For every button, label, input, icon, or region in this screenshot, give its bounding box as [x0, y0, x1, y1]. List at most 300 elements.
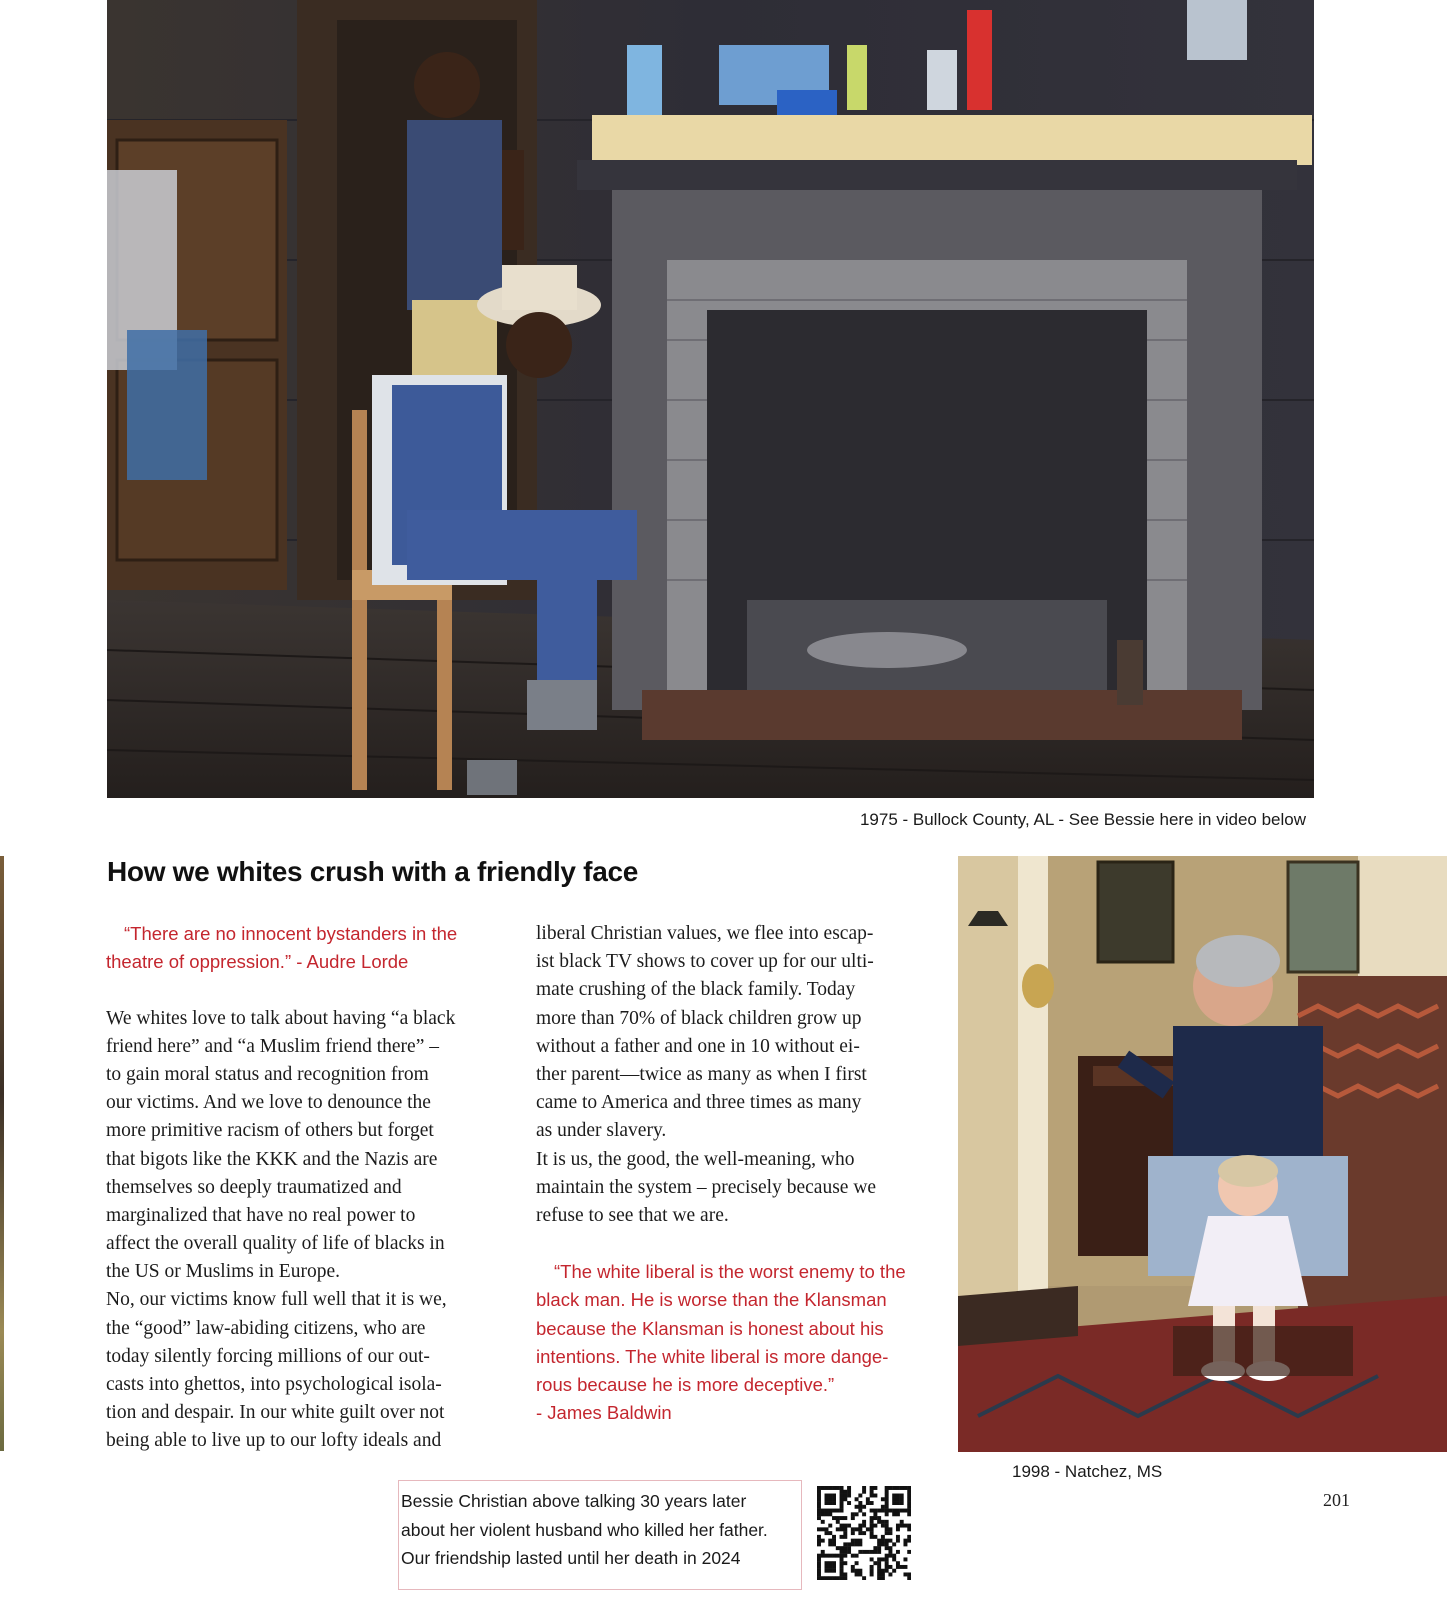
qr-module: [828, 1486, 832, 1490]
qr-module: [825, 1554, 829, 1558]
qr-module: [900, 1565, 904, 1569]
qr-module: [862, 1520, 866, 1524]
qr-module: [862, 1486, 866, 1490]
qr-module: [907, 1524, 911, 1528]
qr-code[interactable]: [817, 1486, 911, 1580]
qr-module: [885, 1527, 889, 1531]
qr-module: [858, 1509, 862, 1513]
qr-module: [877, 1576, 881, 1580]
body-line: to gain moral status and recognition from: [106, 1063, 429, 1085]
qr-module: [851, 1512, 855, 1516]
qr-module: [817, 1494, 821, 1498]
quote-line: rous because he is more deceptive.”: [536, 1374, 835, 1395]
article-heading: How we whites crush with a friendly face: [107, 856, 639, 887]
body-line: liberal Christian values, we flee into escap-: [536, 923, 874, 944]
qr-module: [840, 1490, 844, 1494]
qr-module: [888, 1486, 892, 1490]
qr-module: [825, 1576, 829, 1580]
qr-module: [888, 1550, 892, 1554]
qr-module: [870, 1509, 874, 1513]
qr-module: [877, 1546, 881, 1550]
qr-module: [873, 1524, 877, 1528]
qr-module: [847, 1490, 851, 1494]
top-photo-caption: 1975 - Bullock County, AL - See Bessie here in video below: [859, 810, 1306, 829]
qr-module: [847, 1501, 851, 1505]
qr-module: [907, 1490, 911, 1494]
qr-module: [832, 1565, 836, 1569]
qr-module: [840, 1569, 844, 1573]
qr-module: [892, 1497, 896, 1501]
qr-module: [828, 1512, 832, 1516]
qr-module: [855, 1561, 859, 1565]
qr-module: [817, 1505, 821, 1509]
qr-module: [843, 1546, 847, 1550]
qr-module: [828, 1494, 832, 1498]
quote-line: because the Klansman is honest about his: [536, 1317, 884, 1339]
qr-module: [828, 1561, 832, 1565]
qr-module: [896, 1501, 900, 1505]
body-line: today silently forcing millions of our out-: [106, 1345, 430, 1367]
qr-module: [881, 1520, 885, 1524]
body-line: It is us, the good, the well-meaning, who: [536, 1148, 855, 1170]
qr-module: [903, 1572, 907, 1576]
qr-module: [896, 1486, 900, 1490]
qr-module: [840, 1565, 844, 1569]
qr-module: [828, 1565, 832, 1569]
qr-module: [862, 1576, 866, 1580]
qr-module: [885, 1539, 889, 1543]
qr-module: [907, 1527, 911, 1531]
qr-module: [885, 1542, 889, 1546]
video-note-box: [398, 1480, 802, 1590]
qr-module: [866, 1497, 870, 1501]
qr-module: [885, 1554, 889, 1558]
qr-module: [881, 1509, 885, 1513]
qr-module: [836, 1527, 840, 1531]
right-body-text: [536, 920, 946, 1230]
qr-module: [858, 1542, 862, 1546]
qr-module: [870, 1486, 874, 1490]
qr-module: [817, 1576, 821, 1580]
qr-module: [885, 1505, 889, 1509]
qr-module: [836, 1486, 840, 1490]
qr-module: [836, 1554, 840, 1558]
qr-module: [832, 1576, 836, 1580]
qr-module: [881, 1569, 885, 1573]
qr-module: [843, 1535, 847, 1539]
qr-module: [896, 1512, 900, 1516]
qr-module: [832, 1497, 836, 1501]
qr-module: [858, 1569, 862, 1573]
qr-module: [840, 1497, 844, 1501]
qr-module: [870, 1569, 874, 1573]
qr-module: [900, 1486, 904, 1490]
qr-module: [828, 1539, 832, 1543]
body-line: casts into ghettos, into psychological isola-: [106, 1374, 442, 1395]
qr-module: [873, 1535, 877, 1539]
qr-module: [843, 1516, 847, 1520]
qr-module: [832, 1561, 836, 1565]
qr-module: [881, 1542, 885, 1546]
qr-module: [888, 1527, 892, 1531]
qr-module: [881, 1524, 885, 1528]
body-line: themselves so deeply traumatized and: [106, 1176, 402, 1198]
qr-module: [832, 1539, 836, 1543]
qr-module: [843, 1561, 847, 1565]
right-photo: [958, 856, 1447, 1452]
qr-module: [836, 1576, 840, 1580]
qr-module: [907, 1539, 911, 1543]
qr-module: [870, 1557, 874, 1561]
body-line: maintain the system – precisely because we: [536, 1176, 877, 1198]
qr-module: [828, 1576, 832, 1580]
qr-module: [877, 1539, 881, 1543]
qr-module: [858, 1524, 862, 1528]
qr-module: [896, 1524, 900, 1528]
qr-module: [873, 1561, 877, 1565]
body-line: our victims. And we love to denounce the: [106, 1092, 431, 1114]
qr-module: [870, 1535, 874, 1539]
qr-module: [870, 1572, 874, 1576]
qr-module: [885, 1512, 889, 1516]
qr-module: [877, 1572, 881, 1576]
qr-module: [885, 1497, 889, 1501]
qr-module: [858, 1505, 862, 1509]
qr-module: [873, 1486, 877, 1490]
qr-module: [862, 1490, 866, 1494]
qr-module: [825, 1565, 829, 1569]
qr-module: [855, 1542, 859, 1546]
qr-module: [873, 1509, 877, 1513]
qr-module: [892, 1554, 896, 1558]
qr-module: [828, 1542, 832, 1546]
qr-module: [877, 1509, 881, 1513]
living-room-photo: [958, 856, 1447, 1452]
qr-module: [832, 1554, 836, 1558]
qr-module: [855, 1505, 859, 1509]
qr-module: [907, 1576, 911, 1580]
qr-module: [851, 1569, 855, 1573]
qr-module: [836, 1520, 840, 1524]
qr-module: [870, 1550, 874, 1554]
page-number: 201: [1323, 1490, 1350, 1510]
qr-module: [843, 1490, 847, 1494]
qr-module: [817, 1516, 821, 1520]
qr-module: [885, 1531, 889, 1535]
qr-module: [851, 1554, 855, 1558]
qr-module: [896, 1539, 900, 1543]
qr-module: [862, 1531, 866, 1535]
qr-module: [855, 1497, 859, 1501]
qr-module: [828, 1554, 832, 1558]
qr-module: [821, 1550, 825, 1554]
qr-module: [847, 1550, 851, 1554]
qr-module: [851, 1531, 855, 1535]
qr-module: [907, 1509, 911, 1513]
qr-module: [858, 1572, 862, 1576]
qr-module: [825, 1512, 829, 1516]
qr-module: [862, 1512, 866, 1516]
qr-module: [888, 1572, 892, 1576]
qr-module: [825, 1486, 829, 1490]
qr-module: [855, 1554, 859, 1558]
qr-module: [840, 1546, 844, 1550]
qr-module: [903, 1486, 907, 1490]
qr-module: [888, 1509, 892, 1513]
qr-module: [873, 1550, 877, 1554]
body-line: the “good” law-abiding citizens, who are: [106, 1317, 426, 1339]
qr-module: [843, 1572, 847, 1576]
qr-module: [840, 1505, 844, 1509]
audre-lorde-quote: [106, 920, 516, 976]
qr-module: [843, 1554, 847, 1558]
qr-module: [873, 1512, 877, 1516]
qr-module: [821, 1576, 825, 1580]
qr-module: [907, 1535, 911, 1539]
body-line: more than 70% of black children grow up: [536, 1007, 862, 1029]
qr-module: [832, 1569, 836, 1573]
qr-module: [858, 1550, 862, 1554]
qr-module: [817, 1527, 821, 1531]
qr-module: [892, 1542, 896, 1546]
top-photo: [107, 0, 1314, 798]
qr-module: [817, 1490, 821, 1494]
qr-module: [817, 1501, 821, 1505]
qr-module: [892, 1512, 896, 1516]
qr-module: [892, 1501, 896, 1505]
qr-module: [855, 1539, 859, 1543]
qr-module: [881, 1572, 885, 1576]
qr-module: [885, 1509, 889, 1513]
qr-module: [817, 1539, 821, 1543]
qr-module: [821, 1527, 825, 1531]
qr-module: [840, 1557, 844, 1561]
qr-module: [885, 1561, 889, 1565]
body-line: ist black TV shows to cover up for our ulti-: [536, 951, 874, 973]
qr-module: [900, 1497, 904, 1501]
qr-module: [885, 1524, 889, 1528]
qr-module: [900, 1501, 904, 1505]
qr-module: [858, 1531, 862, 1535]
qr-module: [858, 1494, 862, 1498]
body-line: tion and despair. In our white guilt over not: [106, 1402, 445, 1424]
qr-module: [855, 1569, 859, 1573]
quote-line: theatre of oppression.” - Audre Lorde: [106, 951, 409, 973]
body-line: refuse to see that we are.: [536, 1204, 729, 1226]
qr-module: [847, 1524, 851, 1528]
qr-module: [907, 1512, 911, 1516]
qr-module: [832, 1516, 836, 1520]
qr-module: [840, 1535, 844, 1539]
qr-module: [903, 1509, 907, 1513]
qr-module: [877, 1516, 881, 1520]
qr-module: [843, 1542, 847, 1546]
qr-module: [821, 1509, 825, 1513]
qr-module: [828, 1509, 832, 1513]
quote-line: “There are no innocent bystanders in the: [124, 923, 458, 944]
body-line: ther parent—twice as many as when I first: [536, 1063, 867, 1085]
qr-module: [885, 1569, 889, 1573]
qr-module: [825, 1494, 829, 1498]
qr-module: [877, 1542, 881, 1546]
qr-module: [825, 1531, 829, 1535]
qr-module: [881, 1497, 885, 1501]
qr-module: [825, 1527, 829, 1531]
body-line: friend here” and “a Muslim friend there” –: [106, 1035, 439, 1057]
body-line: mate crushing of the black family. Today: [536, 979, 856, 1001]
qr-module: [832, 1494, 836, 1498]
qr-module: [821, 1512, 825, 1516]
qr-module: [817, 1542, 821, 1546]
qr-module: [873, 1494, 877, 1498]
qr-module: [896, 1565, 900, 1569]
qr-module: [870, 1501, 874, 1505]
qr-module: [817, 1497, 821, 1501]
body-line: We whites love to talk about having “a black: [106, 1007, 456, 1029]
quote-line: intentions. The white liberal is more dange-: [536, 1345, 889, 1367]
qr-module: [855, 1572, 859, 1576]
qr-module: [888, 1554, 892, 1558]
body-line: being able to live up to our lofty ideals and: [106, 1430, 442, 1452]
qr-module: [843, 1550, 847, 1554]
qr-module: [828, 1497, 832, 1501]
qr-module: [855, 1512, 859, 1516]
qr-module: [885, 1546, 889, 1550]
qr-module: [821, 1486, 825, 1490]
qr-module: [836, 1509, 840, 1513]
note-line: Bessie Christian above talking 30 years later: [401, 1491, 747, 1511]
qr-module: [881, 1557, 885, 1561]
qr-module: [866, 1527, 870, 1531]
right-text-column: [536, 920, 946, 1427]
qr-module: [881, 1539, 885, 1543]
qr-module: [843, 1531, 847, 1535]
qr-module: [855, 1527, 859, 1531]
qr-module: [885, 1557, 889, 1561]
qr-module: [840, 1561, 844, 1565]
qr-module: [847, 1486, 851, 1490]
qr-code-graphic: [817, 1486, 911, 1580]
qr-module: [817, 1535, 821, 1539]
qr-module: [817, 1554, 821, 1558]
qr-module: [858, 1539, 862, 1543]
qr-module: [858, 1527, 862, 1531]
qr-module: [877, 1520, 881, 1524]
qr-module: [832, 1535, 836, 1539]
qr-module: [877, 1561, 881, 1565]
qr-module: [851, 1539, 855, 1543]
qr-module: [892, 1509, 896, 1513]
qr-module: [888, 1546, 892, 1550]
qr-module: [907, 1486, 911, 1490]
qr-module: [825, 1497, 829, 1501]
left-body-text: [106, 1005, 516, 1456]
body-line: came to America and three times as many: [536, 1092, 862, 1114]
qr-module: [873, 1516, 877, 1520]
qr-module: [832, 1542, 836, 1546]
qr-module: [832, 1509, 836, 1513]
quote-line: “The white liberal is the worst enemy to the: [554, 1261, 906, 1283]
qr-module: [896, 1550, 900, 1554]
qr-module: [843, 1524, 847, 1528]
qr-module: [885, 1501, 889, 1505]
qr-module: [907, 1497, 911, 1501]
qr-module: [907, 1550, 911, 1554]
qr-module: [870, 1565, 874, 1569]
body-line: as under slavery.: [536, 1120, 667, 1142]
qr-module: [847, 1542, 851, 1546]
qr-module: [851, 1565, 855, 1569]
qr-module: [903, 1557, 907, 1561]
qr-module: [900, 1520, 904, 1524]
qr-module: [870, 1494, 874, 1498]
qr-module: [862, 1505, 866, 1509]
qr-module: [828, 1501, 832, 1505]
qr-module: [817, 1565, 821, 1569]
qr-module: [877, 1557, 881, 1561]
body-line: affect the overall quality of life of blacks in: [106, 1233, 445, 1255]
qr-module: [870, 1531, 874, 1535]
qr-module: [877, 1569, 881, 1573]
qr-module: [828, 1524, 832, 1528]
qr-module: [907, 1501, 911, 1505]
qr-module: [862, 1550, 866, 1554]
qr-module: [847, 1494, 851, 1498]
qr-module: [821, 1520, 825, 1524]
qr-module: [825, 1501, 829, 1505]
quote-line: - James Baldwin: [536, 1402, 672, 1424]
qr-module: [892, 1569, 896, 1573]
qr-module: [888, 1539, 892, 1543]
qr-module: [828, 1569, 832, 1573]
qr-module: [885, 1494, 889, 1498]
qr-module: [840, 1494, 844, 1498]
body-line: more primitive racism of others but forget: [106, 1120, 434, 1142]
qr-module: [903, 1542, 907, 1546]
qr-module: [840, 1572, 844, 1576]
qr-module: [828, 1531, 832, 1535]
qr-module: [900, 1509, 904, 1513]
qr-module: [896, 1527, 900, 1531]
james-baldwin-quote: [536, 1258, 946, 1427]
body-line: without a father and one in 10 without ei-: [536, 1035, 860, 1057]
qr-module: [896, 1494, 900, 1498]
qr-module: [870, 1520, 874, 1524]
qr-module: [851, 1527, 855, 1531]
qr-module: [870, 1516, 874, 1520]
qr-module: [825, 1561, 829, 1565]
qr-module: [870, 1490, 874, 1494]
qr-module: [832, 1501, 836, 1505]
qr-module: [817, 1561, 821, 1565]
qr-module: [870, 1527, 874, 1531]
facing-page-edge: [0, 856, 4, 1451]
qr-module: [836, 1546, 840, 1550]
qr-module: [903, 1565, 907, 1569]
qr-module: [888, 1565, 892, 1569]
qr-module: [817, 1512, 821, 1516]
qr-module: [907, 1505, 911, 1509]
qr-module: [817, 1572, 821, 1576]
qr-module: [847, 1546, 851, 1550]
qr-module: [896, 1561, 900, 1565]
qr-module: [817, 1557, 821, 1561]
qr-module: [836, 1516, 840, 1520]
qr-module: [840, 1486, 844, 1490]
qr-module: [843, 1497, 847, 1501]
qr-module: [896, 1497, 900, 1501]
quote-line: black man. He is worse than the Klansman: [536, 1289, 887, 1311]
